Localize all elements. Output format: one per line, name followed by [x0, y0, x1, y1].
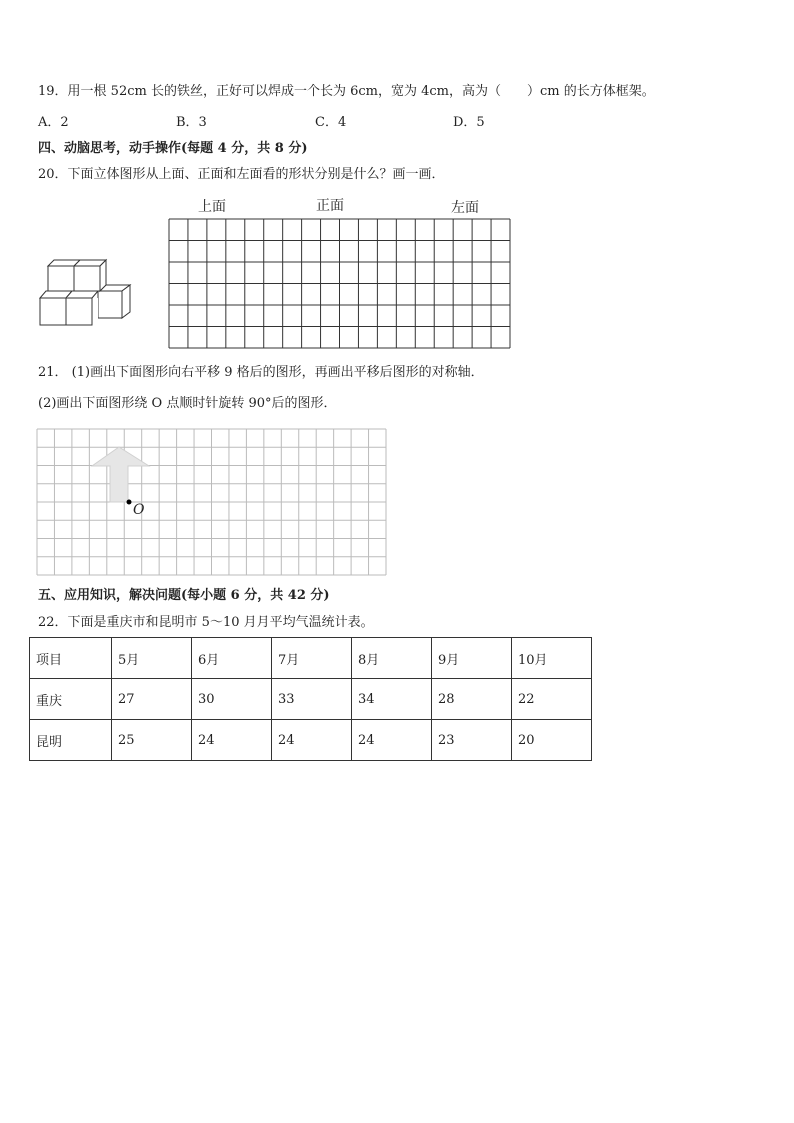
table-header-cell: 10月 [512, 638, 592, 679]
question-22-text: 22．下面是重庆市和昆明市 5～10 月月平均气温统计表。 [38, 615, 374, 630]
table-cell: 30 [192, 679, 272, 720]
table-cell: 23 [432, 720, 512, 761]
section-4-heading: 四、动脑思考，动手操作(每题 4 分，共 8 分) [38, 141, 308, 156]
option-c: C．4 [315, 115, 347, 130]
question-21-part1: 21． (1)画出下面图形向右平移 9 格后的图形，再画出平移后图形的对称轴． [38, 365, 484, 380]
table-cell: 24 [272, 720, 352, 761]
option-a: A．2 [38, 115, 69, 130]
cube-stack-figure [38, 258, 138, 328]
section-5-heading: 五、应用知识，解决问题(每小题 6 分，共 42 分) [38, 588, 330, 603]
question-21-part2: (2)画出下面图形绕 O 点顺时针旋转 90°后的图形． [38, 396, 337, 411]
table-cell: 24 [192, 720, 272, 761]
table-cell: 昆明 [30, 720, 112, 761]
question-20-text: 20．下面立体图形从上面、正面和左面看的形状分别是什么？画一画． [38, 167, 445, 182]
label-top-view: 上面 [198, 199, 226, 215]
table-cell: 22 [512, 679, 592, 720]
label-left-view: 左面 [451, 200, 479, 216]
table-cell: 20 [512, 720, 592, 761]
table-cell: 重庆 [30, 679, 112, 720]
transformation-grid[interactable] [37, 429, 387, 577]
table-header-cell: 7月 [272, 638, 352, 679]
point-o-dot [127, 500, 132, 505]
table-row [30, 679, 592, 720]
option-d: D．5 [453, 115, 485, 130]
table-header-cell: 5月 [112, 638, 192, 679]
table-cell: 33 [272, 679, 352, 720]
arrow-shape [92, 447, 149, 502]
table-header-cell: 8月 [352, 638, 432, 679]
view-drawing-grid[interactable] [169, 219, 511, 349]
table-cell: 34 [352, 679, 432, 720]
table-header-cell: 6月 [192, 638, 272, 679]
table-cell: 28 [432, 679, 512, 720]
table-cell: 27 [112, 679, 192, 720]
table-header-cell: 9月 [432, 638, 512, 679]
point-o-label: O [133, 502, 145, 518]
table-cell: 24 [352, 720, 432, 761]
table-header-cell: 项目 [30, 638, 112, 679]
table-cell: 25 [112, 720, 192, 761]
temperature-table [29, 637, 592, 761]
question-19-text: 19．用一根 52cm 长的铁丝，正好可以焊成一个长为 6cm，宽为 4cm，高为（ ）cm 的长方体框架。 [38, 84, 655, 99]
label-front-view: 正面 [316, 198, 344, 214]
table-header-row [30, 638, 592, 679]
table-row [30, 720, 592, 761]
option-b: B．3 [176, 115, 207, 130]
